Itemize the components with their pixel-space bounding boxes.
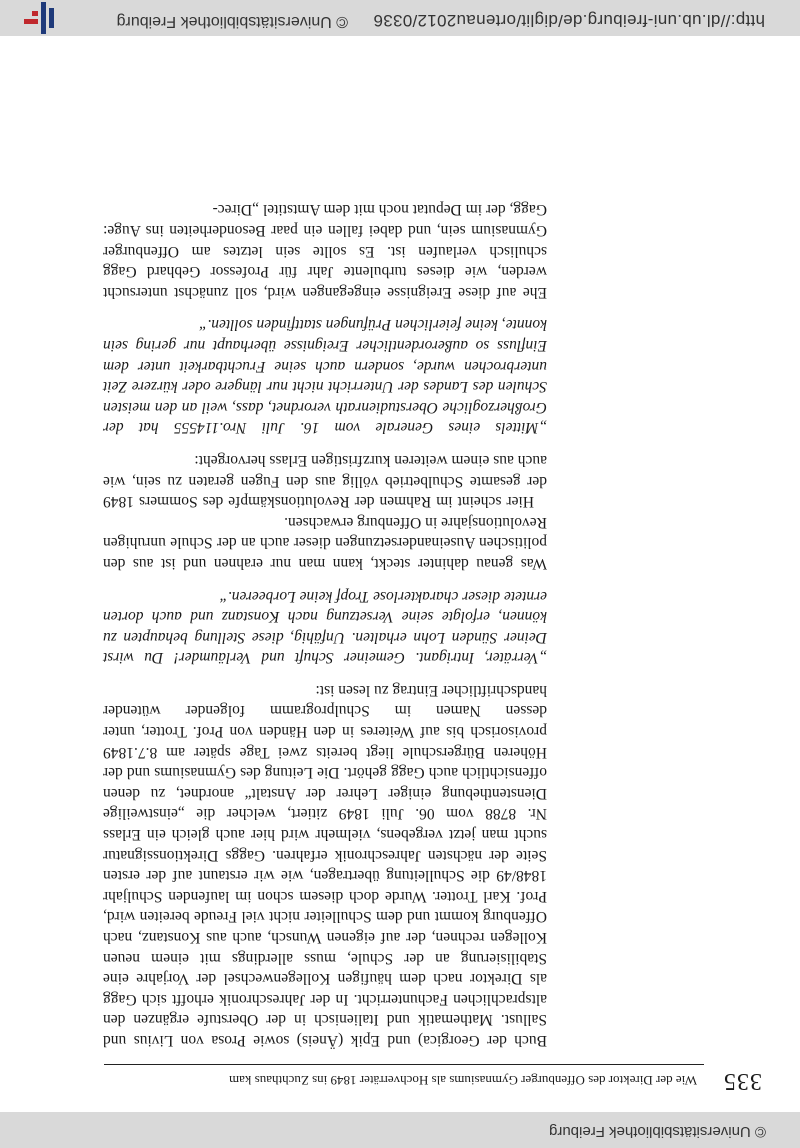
body-paragraph: Buch der Georgica) und Epik (Äneis) sowie Prosa von Livius und Sallust. Mathematik und Italienisch in der Oberstufe ergänzen den altsprachlichen Fachunterricht. In der Jahreschronik erhofft sich Gagg als Direktor nach dem häufigen Kollegenwechsel der Vorjahre eine Stabilisierung an der Schule, muss allerdings mit einem neuen Kollegen rechnen, der auf eigenen Wunsch, auch aus Konstanz, nach Offenburg kommt und dem Schulleiter nicht viel Freude bereiten wird, Prof. Karl Trotter. Wurde doch diesem schon im laufenden Schuljahr 1848/49 die Schulleitung übertragen, wie wir erstaunt auf der ersten Seite der nächsten Jahreschronik erfahren. Gaggs Direktionssignatur sucht man jetzt vergebens, vielmehr wird hier auch gleich ein Erlass Nr. 8788 vom 06. Juli 1849 zitiert, welcher die „einstweilige Dienstenthebung einiger Lehrer der Anstalt“ anordnet, zu denen offensichtlich auch Gagg gehört. Die Leitung des Gymnasiums und der Höheren Bürgerschule liegt bereits zwei Tage später am 8.7.1849 provisorisch bis auf Weiteres in den Händen von Prof. Trotter, unter dessen Namen im Schulprogramm folgender wütender handschriftlicher Eintrag zu lesen ist: xyxy=(103,681,547,1049)
top-banner-copyright: © Universitätsbibliothek Freiburg xyxy=(549,1123,766,1140)
body-paragraph: Hier scheint im Rahmen der Revolutionskämpfe des Sommers 1849 der gesamte Schulbetrieb völlig aus den Fugen geraten zu sein, wie auch aus einem weiteren kurzfristigen Erlass hervorgeht: xyxy=(103,451,547,511)
source-url[interactable]: http://dl.ub.uni-freiburg.de/diglit/ortenau2012/0336 xyxy=(373,11,765,30)
top-banner xyxy=(0,1112,800,1148)
article-body xyxy=(103,199,547,1050)
running-head: Wie der Direktor des Offenburger Gymnasiums als Hochverräter 1849 ins Zuchthaus kam xyxy=(229,1073,697,1088)
bottom-banner xyxy=(0,0,800,36)
university-library-logo-icon xyxy=(20,2,58,34)
header-rule xyxy=(104,1064,704,1065)
bottom-banner-copyright: © Universitätsbibliothek Freiburg xyxy=(116,13,348,30)
body-paragraph: Ehe auf diese Ereignisse eingegangen wird, soll zunächst untersucht werden, wie dieses turbulente Jahr für Professor Gebhard Gagg schulisch verlaufen ist. Es sollte sein letztes am Offenburger Gymnasium sein, und dabei fallen ein paar Besonderheiten ins Auge: Gagg, der im Deputat noch mit dem Amtstitel „Direc- xyxy=(103,201,547,301)
quote-paragraph: „Verräter, Intrigant. Gemeiner Schuft und Verläumder! Du wirst Deiner Sünden Lohn erhalten. Unfähig, diese Stellung behaupten zu können, erfolgte seine Versetzung nach Konstanz und auch dorten erntete dieser charakterlose Tropf keine Lorbeeren.“ xyxy=(103,587,547,667)
body-paragraph: Was genau dahinter steckt, kann man nur erahnen und ist aus den politischen Auseinandersetzungen dieser auch an der Schule unruhigen Revolutionsjahre in Offenburg erwachsen. xyxy=(103,513,547,572)
quote-paragraph: „Mittels eines Generale vom 16. Juli Nro.114555 hat der Großherzogliche Oberstudienrath verordnet, dass, weil an den meisten Schulen des Landes der Unterricht nicht nur längere oder kürzere Zeit unterbrochen wurde, sondern auch seine Fruchtbarkeit unter dem Einfluss so außerordentlicher Ereignisse überhaupt nur gering sein konnte, keine feierlichen Prüfungen stattfinden sollten.“ xyxy=(103,316,547,437)
page-number: 335 xyxy=(723,1068,762,1094)
